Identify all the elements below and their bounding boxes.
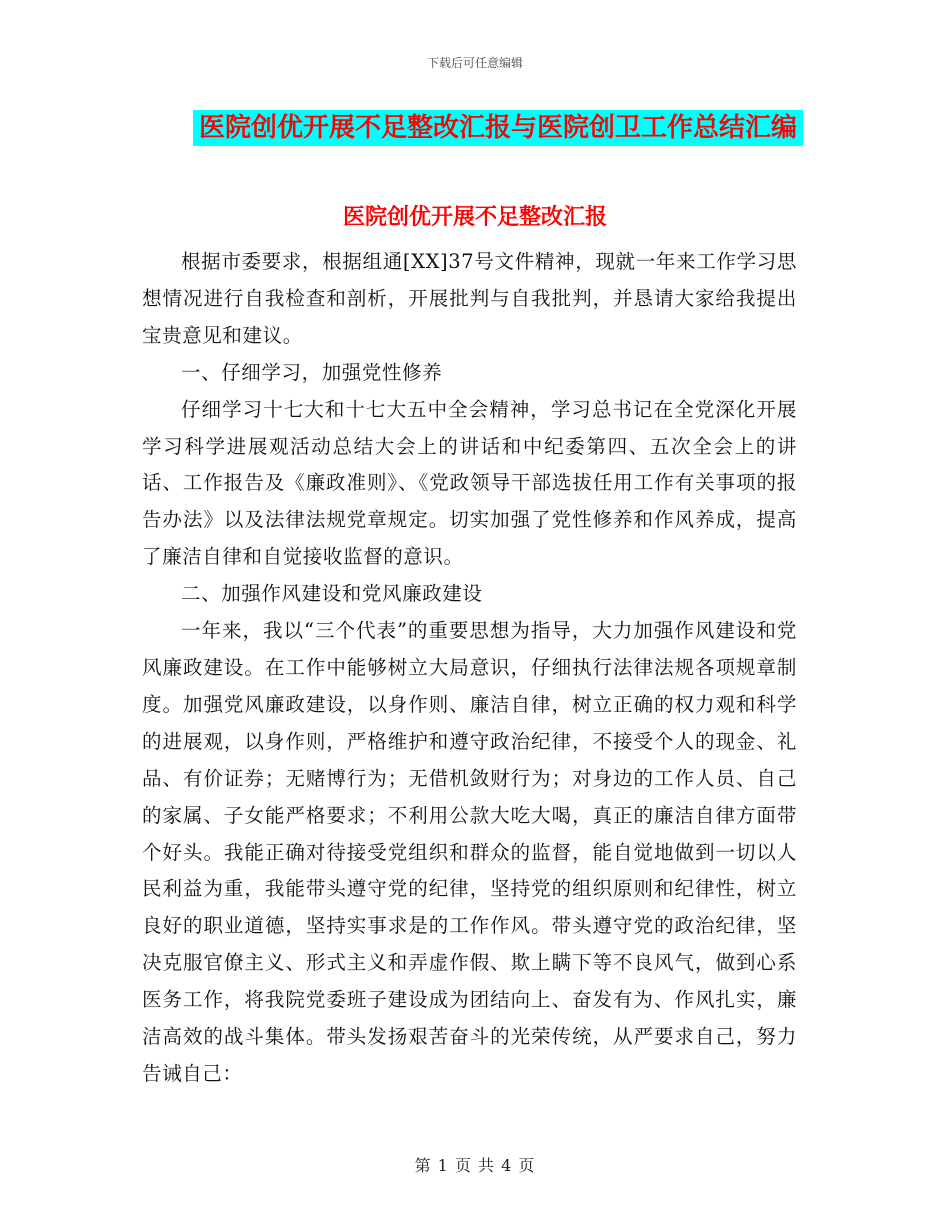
heading-study: 一、仔细学习，加强党性修养 <box>181 360 443 384</box>
doc-title: 医院创优开展不足整改汇报与医院创卫工作总结汇编 <box>198 113 797 143</box>
doc-title-highlight <box>193 110 803 146</box>
paragraph-style-building: 一年来，我以“三个代表”的重要思想为指导，大力加强作风建设和党风廉政建设。在工作中能够树立大局意识，仔细执行法律法规各项规章制度。加强党风廉政建设，以身作则、廉洁自律，树立正确的权力观和科学的进展观，以身作则，严格维护和遵守政治纪律，不接受个人的现金、礼品、有价证券；无赌博行为；无借机敛财行为；对身边的工作人员、自己的家属、子女能严格要求；不利用公款大吃大喝，真正的廉洁自律方面带个好头。我能正确对待接受党组织和群众的监督，能自觉地做到一切以人民利益为重，我能带头遵守党的纪律，坚持党的组织原则和纪律性，树立良好的职业道德，坚持实事求是的工作作风。带头遵守党的政治纪律，坚决克服官僚主义、形式主义和弄虚作假、欺上瞒下等不良风气，做到心系医务工作，将我院党委班子建设成为团结向上、奋发有为、作风扎实，廉洁高效的战斗集体。带头发扬艰苦奋斗的光荣传统，从严要求自己，努力告诫自己： <box>142 619 797 1085</box>
section-title: 医院创优开展不足整改汇报 <box>342 204 607 230</box>
page-number: 第 1 页 共 4 页 <box>414 1156 536 1175</box>
heading-style-building: 二、加强作风建设和党风廉政建设 <box>181 582 483 606</box>
paragraph-intro: 根据市委要求，根据组通[XX]37号文件精神，现就一年来工作学习思想情况进行自我检查和剖析，开展批判与自我批判，并恳请大家给我提出宝贵意见和建议。 <box>142 250 797 347</box>
header-note: 下载后可任意编辑 <box>426 56 523 70</box>
paragraph-study: 仔细学习十七大和十七大五中全会精神，学习总书记在全党深化开展学习科学进展观活动总结大会上的讲话和中纪委第四、五次全会上的讲话、工作报告及《廉政准则》、《党政领导干部选拔任用工作有关事项的报告办法》以及法律法规党章规定。切实加强了党性修养和作风养成，提高了廉洁自律和自觉接收监督的意识。 <box>142 397 797 569</box>
body-text <box>142 244 797 1093</box>
